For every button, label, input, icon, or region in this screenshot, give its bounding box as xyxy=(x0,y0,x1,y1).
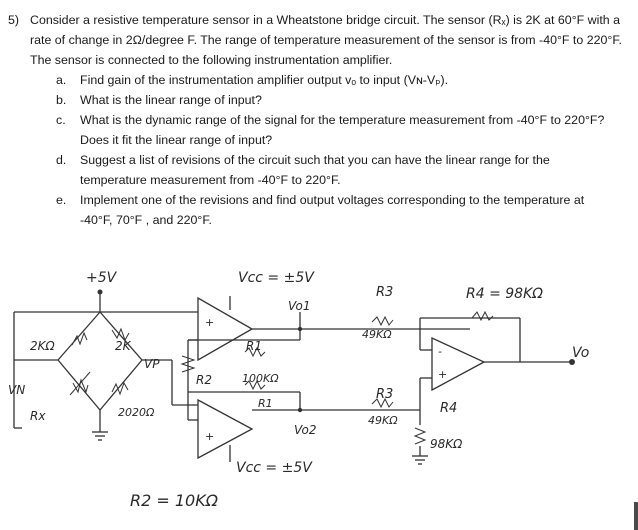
label-r4-bottom: R4 xyxy=(440,401,458,416)
scan-edge-mark xyxy=(634,502,638,530)
label-r4-bottom-value: 98KΩ xyxy=(430,437,463,451)
label-r3-bottom: R3 xyxy=(376,387,394,402)
bridge-arm-bottom-right xyxy=(100,360,142,410)
resistor-r4-bottom xyxy=(415,428,425,444)
label-bridge-r-bottom: 2020Ω xyxy=(118,406,155,419)
resistor-r3-top xyxy=(372,317,393,325)
sub-question-text: Implement one of the revisions and find output voltages corresponding to the temperature at -40°F, 70°F , and 220°F. xyxy=(80,193,585,227)
label-vo1: Vo1 xyxy=(288,299,311,313)
supply-node xyxy=(98,290,103,295)
opamp-bottom-plus: + xyxy=(205,430,215,443)
label-vn: VN xyxy=(8,383,26,397)
label-rx: Rx xyxy=(30,409,46,423)
sub-question-text: What is the dynamic range of the signal for the temperature measurement from -40°F to 220°F? Does it fit the linear range of input? xyxy=(80,113,605,147)
label-r1-value: 100KΩ xyxy=(242,372,279,385)
label-bridge-r-right: 2K xyxy=(115,339,131,353)
label-r2: R2 xyxy=(196,373,212,387)
label-r3-bottom-value: 49KΩ xyxy=(368,414,398,427)
label-vo2: Vo2 xyxy=(294,423,317,437)
sub-question-text: Suggest a list of revisions of the circuit such that you can have the linear range for the temperature measurement from -40°F to 220°F. xyxy=(80,153,550,187)
sub-question-text: What is the linear range of input? xyxy=(80,93,262,107)
bridge-arm-top-left xyxy=(58,312,100,360)
label-supply: +5V xyxy=(86,270,117,286)
sub-question-letter: d. xyxy=(56,153,67,167)
sub-question-letter: c. xyxy=(56,113,66,127)
label-vcc-top: Vcc = ±5V xyxy=(238,270,314,286)
sub-question-letter: b. xyxy=(56,93,67,107)
label-vcc-bottom: Vcc = ±5V xyxy=(236,460,312,476)
sub-question-letter: a. xyxy=(56,73,67,87)
label-r4-top: R4 = 98KΩ xyxy=(466,286,543,302)
label-r1-top: R1 xyxy=(246,339,262,353)
sub-question-letter: e. xyxy=(56,193,67,207)
resistor-r4-top xyxy=(472,312,493,320)
stem-text: Consider a resistive temperature sensor in a Wheatstone bridge circuit. The sensor (Rₓ) is 2K at 60°F with a rate of change in 2Ω/degree F. The range of temperature measurement of the sensor is from -40°F to 220°F. The sensor is connected to the following instrumentation amplifier. xyxy=(30,13,622,67)
label-vo: Vo xyxy=(572,345,590,361)
sub-question-text: Find gain of the instrumentation amplifier output vₒ to input (Vɴ-Vₚ). xyxy=(80,73,449,87)
label-r3-top-value: 49KΩ xyxy=(362,328,392,341)
label-bridge-r-left: 2KΩ xyxy=(30,339,55,353)
opamp-top-plus: + xyxy=(205,316,215,329)
label-vp: VP xyxy=(144,357,160,371)
label-r2-value: R2 = 10KΩ xyxy=(130,491,218,510)
question-number: 5) xyxy=(8,13,20,27)
label-r1-bottom: R1 xyxy=(258,397,273,410)
opamp-bottom-triangle xyxy=(198,400,252,458)
opamp-diff-minus: - xyxy=(438,345,442,358)
opamp-top-triangle xyxy=(198,298,252,360)
opamp-diff-plus: + xyxy=(438,368,448,381)
label-r3-top: R3 xyxy=(376,285,394,300)
